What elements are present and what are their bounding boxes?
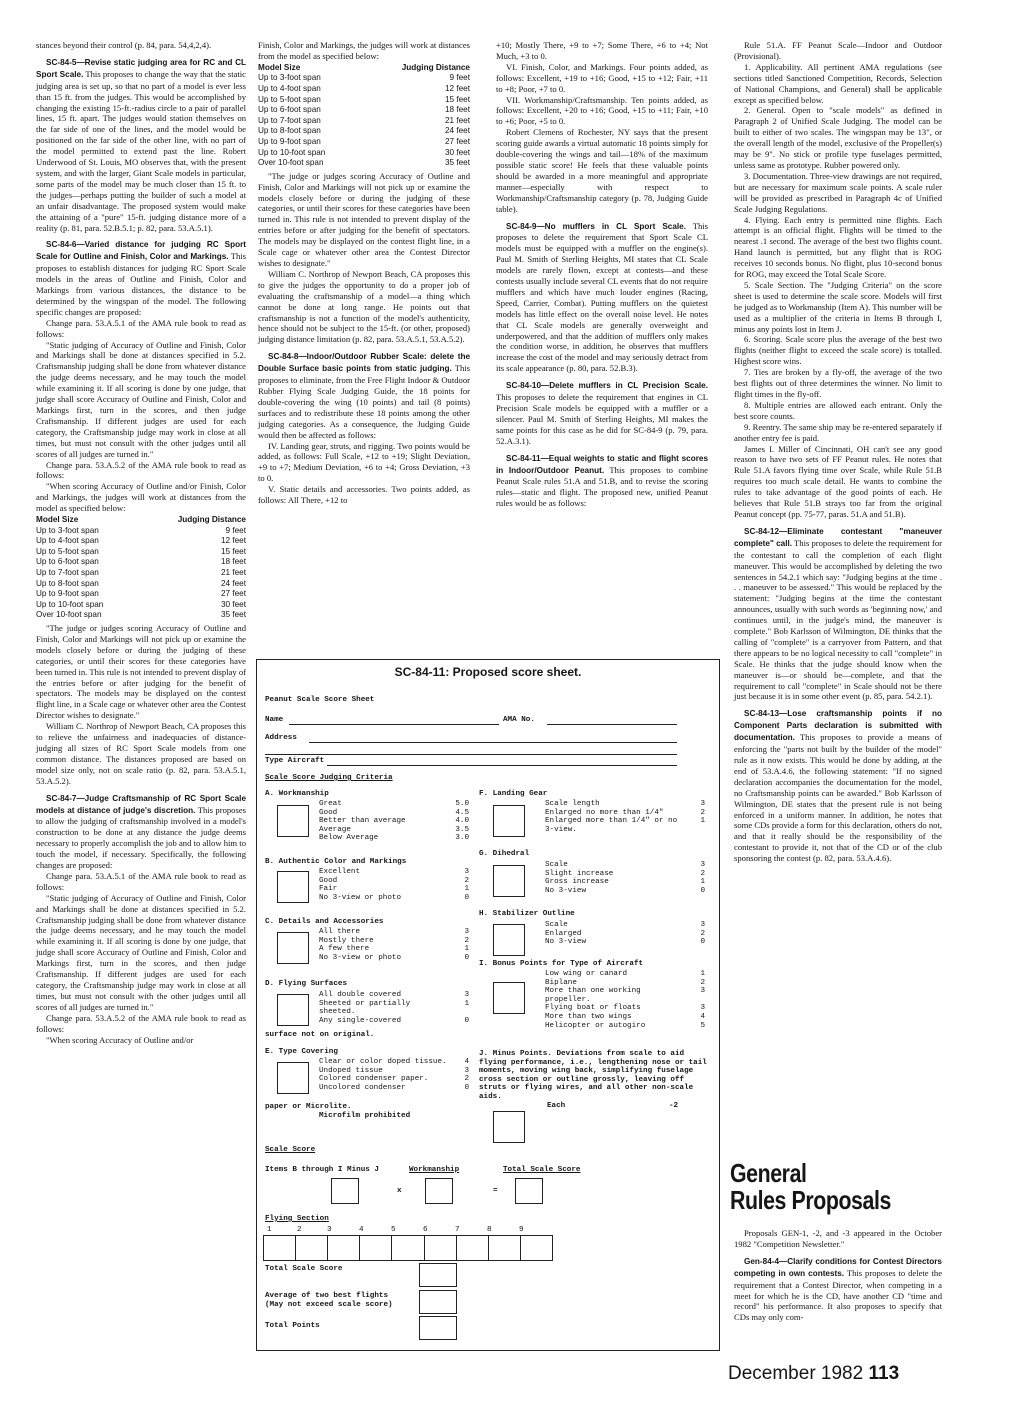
criterion: Gross increase xyxy=(545,878,609,887)
proposal-heading: Gen-84-4—Clarify conditions for Contest Directors competing in own contests. xyxy=(734,1256,942,1278)
criterion: No 3-view or photo xyxy=(319,953,402,962)
section-e-title: E. Type Covering xyxy=(265,1048,338,1056)
criterion: Enlarged more than 1/4" or no 3-view. xyxy=(545,817,678,834)
score-box-a[interactable] xyxy=(277,805,309,837)
section-i-items xyxy=(545,970,705,1030)
criterion: Biplane xyxy=(545,978,577,987)
table-cell: 21 feet xyxy=(220,568,246,578)
table-row xyxy=(258,126,470,137)
items-box[interactable] xyxy=(331,1178,359,1204)
paragraph: William C. Northrop of Newport Beach, CA proposes this to give the judges the opportunity to do a proper job of evaluating the craftsmanship of a model—a thing which cannot be done at long range. He points out that craftsmanship is not a function of the model's authenticity, hence should not be subject to the 15-ft. (or other, proposed) judging distance limitation (p. 82, para. 53.A.5.1, 53.A.5.2). xyxy=(258,268,470,345)
paragraph: James I. Miller of Cincinnati, OH can't see any good reason to have two sets of FF Peanut rules. He notes that Rule 51.A favors flying time over Scale, while Rule 51.B requires too much scale detail. He wants to combine the rules to take advantage of the good points of each. He believes that Rule 51.B strays too far from the original Peanut concept (pp. 75-77, paras. 51.A and 51.B). xyxy=(734,443,942,519)
proposal-gen-84-4 xyxy=(734,1256,942,1323)
table-row xyxy=(36,579,246,590)
table-cell: Up to 7-foot span xyxy=(36,568,99,578)
address-label: Address xyxy=(265,734,297,742)
points: 5 xyxy=(700,1021,705,1030)
paragraph: 2. General. Open to "scale models" as defined in Paragraph 2 of Unified Scale Judging. The model can be built to either of two scales. The wingspan may be 13", or the overall length of the model, exclusive of the Propeller(s) may be 9". No stick or profile type fuselages permitted, unless same as prototype. Rubber powered only. xyxy=(734,105,942,170)
section-i-title: I. Bonus Points for Type of Aircraft xyxy=(479,960,644,968)
section-j-each-value: -2 xyxy=(669,1102,679,1110)
points: 3 xyxy=(700,1004,705,1013)
table-cell: 35 feet xyxy=(220,610,246,620)
points: 2 xyxy=(700,808,705,817)
table-cell: 27 feet xyxy=(220,589,246,599)
criterion: No 3-view or photo xyxy=(319,893,402,902)
flight-box[interactable] xyxy=(392,1236,424,1260)
table-cell: 12 feet xyxy=(444,84,470,93)
paragraph: "The judge or judges scoring Accuracy of Outline and Finish, Color and Markings will not pick up or examine the models closely before or during the judging of these categories, or until their scores for these categories have been turned in. This rule is not intended to prevent display of the entries before or after judging for the benefit of spectators. The models may be displayed on the contest flight line, in a Scale cage or whatever other area the Contest Director wishes to designate." xyxy=(36,623,246,721)
section-h-items xyxy=(545,921,705,947)
points: 1 xyxy=(464,945,469,954)
points: 1 xyxy=(464,885,469,894)
criterion: No 3-view xyxy=(545,886,587,895)
paragraph: 1. Applicability. All pertinent AMA regulations (see sections titled Sanctioned Competition, Records, Selection of National Champions, and General) shall be applicable except as specified below. xyxy=(734,61,942,105)
flight-box[interactable] xyxy=(457,1236,489,1260)
table-cell: 12 feet xyxy=(220,536,246,546)
flight-number: 8 xyxy=(487,1226,492,1234)
criterion: Good xyxy=(319,808,338,817)
table-cell: 15 feet xyxy=(444,94,470,104)
section-b-title: B. Authentic Color and Markings xyxy=(265,858,407,866)
table-cell: Up to 10-foot span xyxy=(36,599,104,609)
criterion: Below Average xyxy=(319,834,379,843)
column-4-bottom xyxy=(734,1228,942,1323)
criterion: Low wing or canard xyxy=(545,970,628,978)
points: 1 xyxy=(700,817,705,826)
total-scale-label: Total Scale Score xyxy=(503,1166,581,1174)
column-2 xyxy=(258,40,470,506)
criterion: Scale xyxy=(545,861,568,869)
proposal-heading: SC-84-7—Judge Craftsmanship of RC Sport Scale models at distance of judge's discretion. xyxy=(36,793,246,815)
column-header: Model Size xyxy=(36,515,79,525)
score-box-g[interactable] xyxy=(493,865,525,897)
criterion: Enlarged xyxy=(545,929,582,938)
section-a-items xyxy=(319,800,469,843)
paragraph: "Static judging of Accuracy of Outline and Finish, Color and Markings shall be done at distances specified in 5.2. Craftsmanship judging shall be done from whatever distance the judge deems necessary, and he may touch the model while examining it. If all scoring is done by one judge, that judge shall score Accuracy of Outline and Finish, Color and Markings first, turn in the scores, and then judge Craftsmanship. If different judges are used for each category, the Craftsmanship judge may work in close at all times, but must not consult with the other judges until all scores of all judges are turned in." xyxy=(36,339,246,459)
section-h-title: H. Stabilizer Outline xyxy=(479,910,575,918)
points: 4 xyxy=(464,1058,469,1066)
proposal-body: This proposes to change the way that the static judging area is set up, so that no part of a model is ever less than 15 ft. from the judges. This would be accomplished by changing the existing 15-ft.-radius circle to a pair of parallel lines, 15 ft. apart. The judges would station themselves on the far side of one of the lines, and the model would be positioned on the far side of the other line, with no part of the model permitted to extend past the line. Robert Underwood of St. Louis, MO observes that, with the present system, and with the larger, Giant Scale models in particular, some parts of the model may be much closer than 15 ft. to the judges—perhaps putting the builder of such a model at an unfair disadvantage. The proposed system would make the attaining of a "pure" 15-ft. judging distance more of a reality (p. 81, para. 52.B.5.1; p. 82, para. 53.A.5.1). xyxy=(36,68,247,233)
heading-line: General xyxy=(730,1158,807,1188)
criterion: Mostly there xyxy=(319,936,374,945)
address-line-2 xyxy=(265,754,677,755)
table-row xyxy=(36,536,246,547)
score-box-f[interactable] xyxy=(493,805,525,837)
proposal-body: This proposes to delete the requirement that a Contest Director, when competing in a meet for which he is the CD, have another CD "time and record" his performance. It also proposes to specify that CDs may only com- xyxy=(734,1267,943,1323)
paragraph: Proposals GEN-1, -2, and -3 appeared in the October 1982 "Competition Newsletter." xyxy=(734,1228,942,1249)
flight-number: 4 xyxy=(359,1226,364,1234)
table-row xyxy=(258,73,470,84)
total-points-label: Total Points xyxy=(265,1322,320,1330)
table-cell: 9 feet xyxy=(449,73,470,83)
proposal-heading: SC-84-13—Lose craftsmanship points if no Component Parts declaration is submitted with documentation. xyxy=(734,709,942,743)
proposal-sc-84-12 xyxy=(734,526,942,703)
paragraph: VI. Finish, Color, and Markings. Four points added, as follows: Excellent, +19 to +16; Good, +15 to +12; Fair, +11 to +8; Poor, +7 to 0. xyxy=(496,61,708,94)
flight-box[interactable] xyxy=(264,1236,296,1260)
workmanship-box[interactable] xyxy=(425,1178,453,1204)
section-c-items xyxy=(319,928,469,962)
table-cell: 18 feet xyxy=(220,557,246,567)
proposal-sc-84-8 xyxy=(258,351,470,440)
points: 3.5 xyxy=(455,825,469,834)
table-row xyxy=(36,589,246,600)
paragraph: Rule 51.A. FF Peanut Scale—Indoor and Outdoor (Provisional). xyxy=(734,40,942,61)
criterion: A few there xyxy=(319,945,370,954)
criterion: Excellent xyxy=(319,868,361,876)
column-header: Judging Distance xyxy=(177,515,246,525)
proposal-body: This proposes to delete the requirement for the contestant to call the completion of each flight maneuver. This would be accomplished by deleting the two sentences in 54.2.1 which say: "Judging begins at the time . . . maneuver to be assessed." This would be replaced by the statement: "Judging begins at the time the contestant announces, usually with such words as 'beginning now,' and continues until, in the judge's mind, the maneuver is complete." Bob Karlsson of Wilmington, DE thinks that the calling of "complete" is a carryover from Pattern, and that there appears to be no logical necessity to call "complete" in Scale. He thinks that the judge should know when the maneuver is—or should be—complete, and that the requirement to call "complete" in Scale should not be there just because it is in some other event (p. 85, para. 54.2.1). xyxy=(734,537,943,702)
table-header-row xyxy=(36,515,246,526)
table-cell: 24 feet xyxy=(220,578,246,588)
proposal-body: This proposes to provide a means of enforcing the "parts not built by the builder of the model" rule as it now exists. This would be done by adding, at the end of 53.A.4.6, the following statement: "If no signed declaration accompanies the documentation for the model, no Craftsmanship points can be awarded." Bob Karlsson of Wilmington, DE states that the present rule is not being enforced in a uniform manner. In addition, he notes that some CDs provide a form for this declaration, others do not, and that it really should be the responsibility of the contestant to provide it, not that of the CD or of the club sponsoring the contest (p. 82, para. 53.A.4.6). xyxy=(734,732,942,864)
table-cell: 30 feet xyxy=(444,147,470,157)
flying-section-label: Flying Section xyxy=(265,1215,329,1223)
points: 0 xyxy=(464,1083,469,1092)
criterion: More than one working propeller. xyxy=(545,987,641,1004)
proposal-body: This proposes to delete the requirement that engines in CL Precision Scale models be equipped with a muffler or a silencer. Paul M. Smith of Sterling Heights, MI makes the same points for this case as he did for SC-84-9 (p. 79, para. 52.A.3.1). xyxy=(496,392,708,446)
criterion: All double covered xyxy=(319,991,402,999)
form-title: Peanut Scale Score Sheet xyxy=(265,696,375,704)
points: 3 xyxy=(700,987,705,996)
section-d-title: D. Flying Surfaces xyxy=(265,980,348,988)
points: 0 xyxy=(700,938,705,947)
score-box-b[interactable] xyxy=(277,871,309,903)
points: 0 xyxy=(464,893,469,902)
flight-number: 7 xyxy=(455,1226,460,1234)
table-cell: Up to 4-foot span xyxy=(36,536,99,546)
proposal-heading: SC-84-8—Indoor/Outdoor Rubber Scale: delete the Double Surface basic points from static judging. xyxy=(258,352,470,374)
table-row xyxy=(258,95,470,106)
flight-box[interactable] xyxy=(296,1236,328,1260)
criterion: Undoped tissue xyxy=(319,1066,383,1075)
criterion: Slight increase xyxy=(545,869,614,878)
section-c-title: C. Details and Accessories xyxy=(265,918,384,926)
table-cell: Up to 6-foot span xyxy=(36,557,99,567)
score-box-j[interactable] xyxy=(493,1111,525,1143)
table-cell: 30 feet xyxy=(220,599,246,609)
proposal-sc-84-10 xyxy=(496,380,708,446)
table-row xyxy=(36,547,246,558)
proposal-sc-84-6 xyxy=(36,239,246,317)
average-label: Average of two best flights xyxy=(265,1292,389,1300)
paragraph: William C. Northrop of Newport Beach, CA proposes this to relieve the unfairness and inadequacies of distance-judging all sizes of RC Sport Scale models from one common distance. The distances proposed are based on model size only, not on scale ratio (p. 82, para. 53.A.5.1, 53.A.5.2). xyxy=(36,721,246,786)
table-cell: Over 10-foot span xyxy=(258,158,324,168)
table-cell: Up to 3-foot span xyxy=(36,525,99,535)
points: 2 xyxy=(464,1075,469,1084)
criterion: More than two wings xyxy=(545,1012,632,1021)
table-cell: 27 feet xyxy=(444,136,470,146)
paragraph: Change para. 53.A.5.1 of the AMA rule book to read as follows: xyxy=(36,870,246,892)
table-cell: Up to 5-foot span xyxy=(258,94,321,104)
heading-line: Rules Proposals xyxy=(730,1185,891,1215)
table-cell: 21 feet xyxy=(444,115,470,125)
score-box-h[interactable] xyxy=(493,924,525,956)
table-cell: 15 feet xyxy=(220,546,246,556)
page-number: 113 xyxy=(868,1363,900,1384)
table-row xyxy=(258,148,470,159)
ama-line xyxy=(547,724,677,725)
paragraph: +10; Mostly There, +9 to +7; Some There, +6 to +4; Not Much, +3 to 0. xyxy=(496,40,708,61)
proposal-body: This proposes to establish distances for judging RC Sport Scale models in the areas of Outline and Finish, Color and Markings from various distances, the distance to be determined by the wingspan of the model. The following specific changes are proposed: xyxy=(36,251,246,317)
proposed-score-sheet xyxy=(256,659,720,1351)
criterion: Good xyxy=(319,876,338,885)
flight-box[interactable] xyxy=(425,1236,457,1260)
score-box-i[interactable] xyxy=(493,982,525,1014)
points: 0 xyxy=(464,1016,469,1025)
table-cell: Over 10-foot span xyxy=(36,610,102,620)
section-f-title: F. Landing Gear xyxy=(479,790,548,798)
aircraft-label: Type Aircraft xyxy=(265,757,325,765)
table-cell: Up to 4-foot span xyxy=(258,84,321,93)
workmanship-label: Workmanship xyxy=(409,1166,460,1174)
general-rules-heading xyxy=(730,1160,891,1214)
flight-number: 2 xyxy=(297,1226,302,1234)
paragraph: "Static judging of Accuracy of Outline and Finish, Color and Markings shall be done at distances specified in 5.2. Craftsmanship judging shall be done from whatever distance the judge deems necessary, and he may touch the model while examining it. If all scoring is done by one judge, that judge shall score Accuracy of Outline and Finish, Color and Markings first, turn in the scores, and then judge Craftsmanship. If different judges are used for each category, the Craftsmanship judge may work in close at all times, but must not consult with the other judges until all scores of all judges are turned in." xyxy=(36,892,246,1012)
points: 1 xyxy=(700,970,705,978)
criterion: Colored condenser paper. xyxy=(319,1075,429,1084)
table-cell: Up to 10-foot span xyxy=(258,147,326,157)
paragraph: 9. Reentry. The same ship may be re-entered separately if another entry fee is paid. xyxy=(734,421,942,443)
paragraph: VII. Workmanship/Craftsmanship. Ten points added, as follows: Excellent, +20 to +16; Good, +15 to +11; Fair, +10 to +6; Poor, +5 to 0. xyxy=(496,94,708,127)
proposal-sc-84-9 xyxy=(496,221,708,375)
criterion: Better than average xyxy=(319,817,406,826)
paragraph: Change para. 53.A.5.2 of the AMA rule book to read as follows: xyxy=(36,1012,246,1034)
table-cell: Up to 9-foot span xyxy=(36,589,99,599)
points: 2 xyxy=(700,929,705,938)
column-4 xyxy=(734,40,942,864)
proposal-heading: SC-84-11—Equal weights to static and flight scores in Indoor/Outdoor Peanut. xyxy=(496,453,708,475)
section-b-items xyxy=(319,868,469,902)
judging-distance-table xyxy=(36,515,246,621)
proposal-body: This proposes to delete the requirement that Sport Scale CL models must be equipped with a muffler on the engine(s). Paul M. Smith of Sterling Heights, MI states that CL Scale models are rarely flown, except at contests—and these contests usually include several CL events that do not require mufflers and which have much louder engines (Racing, Speed, Carrier, Combat). Putting mufflers on the quietest models has little effect on the overall noise level. He notes that CL Scale models are generally overweight and underpowered, and that the addition of mufflers only makes the condition worse, in addition, he observes that mufflers increase the cost of the model and may seriously detract from its scale appearance (p. 80, para. 52.B.3). xyxy=(496,220,709,374)
points: 5.0 xyxy=(455,800,469,808)
table-row xyxy=(258,84,470,95)
table-cell: 18 feet xyxy=(444,105,470,115)
column-3 xyxy=(496,40,708,509)
table-cell: Up to 9-foot span xyxy=(258,136,321,146)
points: 2 xyxy=(700,978,705,987)
points: 3 xyxy=(700,861,705,869)
criterion: Sheeted or partially sheeted. xyxy=(319,999,411,1017)
table-cell: 24 feet xyxy=(444,126,470,136)
points: 2 xyxy=(700,869,705,878)
table-cell: Up to 5-foot span xyxy=(36,546,99,556)
criterion: Great xyxy=(319,800,342,808)
points: 3 xyxy=(700,800,705,808)
average-note: (May not exceed scale score) xyxy=(265,1301,393,1309)
criterion: Flying boat or floats xyxy=(545,1004,641,1013)
paragraph: Robert Clemens of Rochester, NY says that the present scoring guide awards a virtual automatic 18 points simply for double-covering the wings and tail—18% of the maximum possible static score! He feels that these valuable points should be awarded in a more meaningful and appropriate manner—especially with respect to Workmanship/Craftsmanship category (p. 78, Judging Guide table). xyxy=(496,127,708,214)
criterion: Scale xyxy=(545,921,568,929)
criterion: Enlarged no more than 1/4" xyxy=(545,808,664,817)
points: 3 xyxy=(464,868,469,876)
criterion: Scale length xyxy=(545,800,600,808)
points: 2 xyxy=(464,936,469,945)
paragraph: 6. Scoring. Scale score plus the average of the best two flights (neither flight to exceed the scale score) is totalled. Highest score wins. xyxy=(734,334,942,367)
name-line xyxy=(289,724,499,725)
section-j-text xyxy=(479,1050,707,1102)
flight-box[interactable] xyxy=(489,1236,521,1260)
section-e-tail-2: Microfilm prohibited xyxy=(319,1112,411,1120)
table-row xyxy=(36,568,246,579)
total-points-box[interactable] xyxy=(419,1316,457,1340)
table-cell: 35 feet xyxy=(444,158,470,168)
criteria-heading: Scale Score Judging Criteria xyxy=(265,774,393,782)
paragraph: Change para. 53.A.5.1 of the AMA rule book to read as follows: xyxy=(36,317,246,339)
section-j-each: Each xyxy=(547,1102,566,1110)
table-header-row xyxy=(258,63,470,74)
points: 3 xyxy=(464,991,469,999)
paragraph: "The judge or judges scoring Accuracy of Outline and Finish, Color and Markings will not pick up or examine the models closely before or during the judging of these categories, or until their scores for these categories have been turned in. This rule is not intended to prevent display of the entries before or after judging for the benefit of spectators. The models may be displayed on the contest flight line, in a Scale cage or whatever other area the Contest Director wishes to designate." xyxy=(258,170,470,268)
criterion: Fair xyxy=(319,885,338,894)
proposal-heading: SC-84-9—No mufflers in CL Sport Scale. xyxy=(506,221,686,231)
column-1 xyxy=(36,40,246,1045)
proposal-body: This proposes to combine Peanut Scale rules 51.A and 51.B, and to revise the scoring rules—static and flight. The proposed new, unified Peanut rules would be as follows: xyxy=(496,464,708,509)
section-d-tail: surface not on original. xyxy=(265,1031,375,1039)
flight-box[interactable] xyxy=(521,1236,552,1260)
issue-date: December 1982 xyxy=(728,1363,864,1384)
proposal-sc-84-13 xyxy=(734,708,942,864)
average-box[interactable] xyxy=(419,1290,457,1314)
criterion: No 3-view xyxy=(545,938,587,947)
page-footer xyxy=(728,1363,899,1385)
flight-box[interactable] xyxy=(360,1236,392,1260)
paragraph: 4. Flying. Each entry is permitted nine flights. Each attempt is an official flight. Flights will be timed to the nearest .1 second. The average of the best two flights count. Hand launch is permitted, but any flight that is ROG receives 10 seconds bonus. No flight, plus 10-second bonus for ROG, may exceed the Total Scale Score. xyxy=(734,214,942,280)
table-cell: Up to 8-foot span xyxy=(258,126,321,136)
paragraph: stances beyond their control (p. 84, para. 54,4,2,4). xyxy=(36,40,212,50)
scale-score-label: Scale Score xyxy=(265,1146,316,1154)
table-row xyxy=(36,610,246,621)
paragraph: "When scoring Accuracy of Outline and/or xyxy=(46,1034,194,1045)
paragraph: 8. Multiple entries are allowed each entrant. Only the best score counts. xyxy=(734,399,942,421)
section-a-title: A. Workmanship xyxy=(265,790,329,798)
table-cell: Up to 7-foot span xyxy=(258,115,321,125)
points: 0 xyxy=(700,886,705,895)
criterion: Any single-covered xyxy=(319,1016,402,1025)
aircraft-line xyxy=(327,765,677,766)
paragraph: Finish, Color and Markings, the judges will work at distances from the model as specified below: xyxy=(258,40,470,61)
total-scale-score-box[interactable] xyxy=(419,1263,457,1287)
criterion: Uncolored condenser xyxy=(319,1083,406,1092)
flight-number: 6 xyxy=(423,1226,428,1234)
points: 4.0 xyxy=(455,817,469,826)
criterion: Average xyxy=(319,825,351,834)
proposal-sc-84-11 xyxy=(496,453,708,510)
section-f-items xyxy=(545,800,705,834)
proposal-heading: SC-84-12—Eliminate contestant "maneuver complete" call. xyxy=(734,526,942,548)
table-row xyxy=(36,600,246,611)
proposal-heading: SC-84-6—Varied distance for judging RC Sport Scale for Outline and Finish, Color and Markings. xyxy=(36,240,246,262)
points: 4 xyxy=(700,1012,705,1021)
table-row xyxy=(258,116,470,127)
flight-number: 9 xyxy=(519,1226,524,1234)
section-g-items xyxy=(545,861,705,895)
proposal-body: This proposes to allow the judging of craftsmanship involved in a model's construction to be done at any distance the judge deems necessary to properly accomplish the job and to allow him to touch the model, if necessary. Specifically, the following changes are proposed: xyxy=(36,804,246,871)
score-box-c[interactable] xyxy=(277,932,309,964)
table-cell: 9 feet xyxy=(225,525,246,535)
equals-sign: = xyxy=(493,1187,498,1195)
points: 3 xyxy=(700,921,705,929)
flight-number: 5 xyxy=(391,1226,396,1234)
criterion: Clear or color doped tissue. xyxy=(319,1058,447,1066)
points: 3.0 xyxy=(455,834,469,843)
table-row xyxy=(258,137,470,148)
proposal-sc-84-5 xyxy=(36,57,246,234)
proposal-heading: SC-84-5—Revise static judging area for RC and CL Sport Scale. xyxy=(36,57,246,79)
section-j-body: Deviations from scale to aid flying performance, i.e., lengthening nose or tail moments, moving wing back, simplifying fuselage cross section or outline grossly, leaving off struts or flying wires, and all other non-scale aids. xyxy=(479,1050,707,1101)
paragraph: 5. Scale Section. The "Judging Criteria" on the score sheet is used to determine the scale score. Models will first be judged as to Workmanship (Item A). This number will be used as a multiplier of the criteria in Items B through I, minus any points lost in Item J. xyxy=(734,279,942,334)
table-cell: Up to 8-foot span xyxy=(36,578,99,588)
points: 1 xyxy=(700,878,705,887)
score-box-d[interactable] xyxy=(277,994,309,1026)
paragraph: Change para. 53.A.5.2 of the AMA rule book to read as follows: xyxy=(36,459,246,481)
flight-number: 1 xyxy=(267,1226,272,1234)
proposal-heading: SC-84-10—Delete mufflers in CL Precision Scale. xyxy=(506,381,708,391)
proposal-sc-84-7 xyxy=(36,793,246,871)
column-header: Judging Distance xyxy=(401,62,470,72)
score-box-e[interactable] xyxy=(277,1062,309,1094)
points: 1 xyxy=(464,999,469,1008)
ama-label: AMA No. xyxy=(503,716,535,724)
points: 0 xyxy=(464,953,469,962)
section-e-items xyxy=(319,1058,469,1092)
points: 3 xyxy=(464,1066,469,1075)
paragraph: "When scoring Accuracy of Outline and/or Finish, Color and Markings, the judges will work at distances from the model as specified below: xyxy=(36,481,246,514)
table-row xyxy=(36,557,246,568)
paragraph: 3. Documentation. Three-view drawings are not required, but are necessary for maximum scale points. A scale ruler will be provided as prescribed in Paragraph 4c of Unified Scale Judging Regulations. xyxy=(734,170,942,214)
paragraph: V. Static details and accessories. Two points added, as follows: All There, +12 to xyxy=(258,484,470,506)
paragraph: 7. Ties are broken by a fly-off, the average of the two best flights out of three determines the winner. No limit to flight times in the fly-off. xyxy=(734,367,942,399)
points: 2 xyxy=(464,876,469,885)
table-cell: Up to 6-foot span xyxy=(258,105,321,115)
flight-number: 3 xyxy=(327,1226,332,1234)
figure-title: SC-84-11: Proposed score sheet. xyxy=(394,665,582,679)
address-line xyxy=(309,742,677,743)
flight-time-boxes xyxy=(263,1235,553,1261)
multiply-sign: x xyxy=(397,1187,402,1195)
criterion: All there xyxy=(319,928,361,936)
criterion: Helicopter or autogiro xyxy=(545,1021,646,1030)
table-row xyxy=(258,105,470,116)
name-label: Name xyxy=(265,716,284,724)
flight-box[interactable] xyxy=(328,1236,360,1260)
section-j-title: J. Minus Points. xyxy=(479,1050,552,1058)
table-cell: Up to 3-foot span xyxy=(258,73,321,83)
section-e-tail: paper or Microlite. xyxy=(265,1103,352,1111)
items-label: Items B through I Minus J xyxy=(265,1166,379,1174)
paragraph: IV. Landing gear, struts, and rigging. Two points would be added, as follows: Full Scale, +12 to +19; Slight Deviation, +9 to +7; Medium Deviation, +6 to +4; Gross Deviation, +3 to 0. xyxy=(258,440,470,484)
table-row xyxy=(258,158,470,169)
total-scale-box[interactable] xyxy=(515,1178,543,1204)
section-d-items xyxy=(319,991,469,1025)
points: 4.5 xyxy=(455,808,469,817)
column-header: Model Size xyxy=(258,62,301,72)
table-row xyxy=(36,526,246,537)
total-scale-score-label: Total Scale Score xyxy=(265,1265,343,1273)
section-g-title: G. Dihedral xyxy=(479,850,530,858)
judging-distance-table xyxy=(258,63,470,169)
points: 3 xyxy=(464,928,469,936)
proposal-body: This proposes to eliminate, from the Free Flight Indoor & Outdoor Rubber Flying Scale Judging Guide, the 18 points for double-covering the wing (10 points) and tail (8 points) surfaces and to redistribute these 18 points among the other judging categories. As a consequence, the Judging Guide would then be affected as follows: xyxy=(258,363,470,440)
